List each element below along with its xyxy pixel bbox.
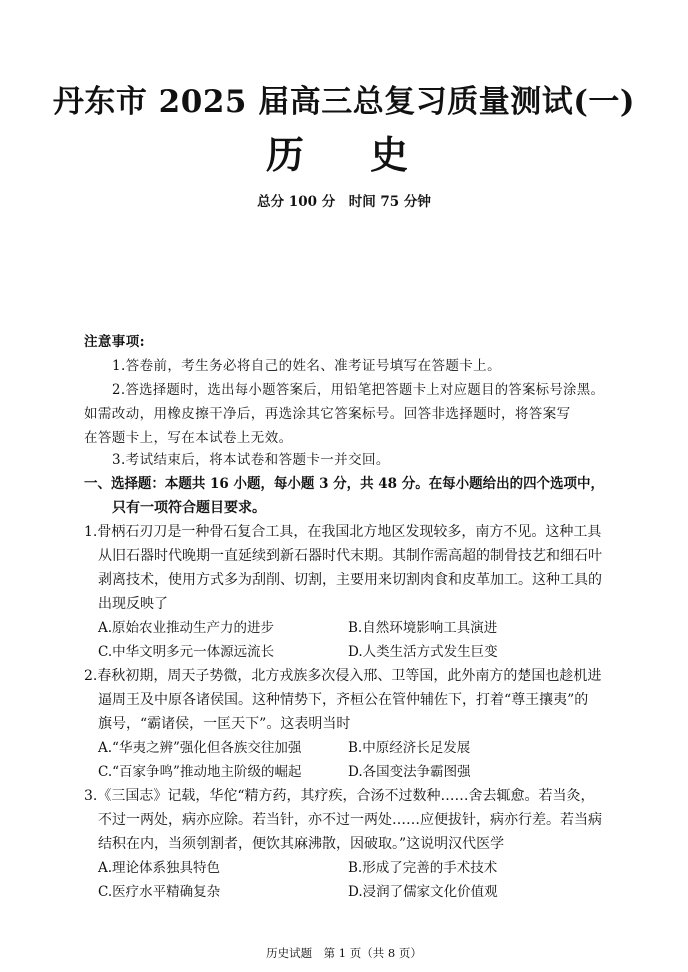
- notes-item: 2.答选择题时，选出每小题答案后，用铅笔把答题卡上对应题目的答案标号涂黑。: [112, 382, 605, 398]
- question-1-option-c: C.中华文明多元一体源远流长: [98, 644, 275, 660]
- notes-item: 在答题卡上，写在本试卷上无效。: [84, 430, 293, 446]
- question-1-text: 从旧石器时代晚期一直延续到新石器时代末期。其制作需高超的制骨技艺和细石叶: [98, 548, 602, 564]
- question-3-option-a: A.理论体系独具特色: [98, 860, 221, 876]
- exam-title: 丹东市 2025 届高三总复习质量测试(一): [52, 84, 636, 120]
- question-2-option-b: B.中原经济长足发展: [348, 740, 471, 756]
- question-1-option-b: B.自然环境影响工具演进: [348, 620, 498, 636]
- question-3-option-c: C.医疗水平精确复杂: [98, 884, 221, 900]
- section-heading-cont: 只有一项符合题目要求。: [112, 500, 266, 516]
- question-1-text: 出现反映了: [98, 596, 168, 612]
- score-time-line: 总分 100 分 时间 75 分钟: [257, 194, 431, 210]
- question-3-text: 结积在内，当须刳割者，便饮其麻沸散，因破取。”这说明汉代医学: [98, 836, 505, 852]
- notes-item: 如需改动，用橡皮擦干净后，再选涂其它答案标号。回答非选择题时，将答案写: [84, 406, 571, 422]
- notes-item: 3.考试结束后，将本试卷和答题卡一并交回。: [112, 452, 390, 468]
- question-1-text: 剥离技术，使用方式多为刮削、切割，主要用来切割肉食和皮革加工。这种工具的: [98, 572, 602, 588]
- question-3-text: 不过一两处，病亦应除。若当针，亦不过一两处……应便拔针，病亦行差。若当病: [98, 812, 602, 828]
- question-1-text: 1.骨柄石刃刀是一种骨石复合工具，在我国北方地区发现较多，南方不见。这种工具: [84, 524, 602, 540]
- notes-item: 1.答卷前，考生务必将自己的姓名、准考证号填写在答题卡上。: [112, 358, 501, 374]
- question-2-option-d: D.各国变法争霸图强: [348, 764, 471, 780]
- question-3-text: 3.《三国志》记载，华佗“精方药，其疗疾，合汤不过数种……舍去辄愈。若当灸，: [84, 788, 595, 804]
- notes-heading: 注意事项:: [84, 334, 145, 350]
- question-3-option-b: B.形成了完善的手术技术: [348, 860, 498, 876]
- section-heading: 一、选择题：本题共 16 小题，每小题 3 分，共 48 分。在每小题给出的四个选项中，: [84, 476, 604, 492]
- question-2-text: 2.春秋初期，周天子势微，北方戎族多次侵入邢、卫等国，此外南方的楚国也趁机进: [84, 668, 602, 684]
- page-footer: 历史试题 第 1 页（共 8 页）: [266, 946, 422, 960]
- question-2-option-a: A.“华夷之辨”强化但各族交往加强: [98, 740, 302, 756]
- question-1-option-d: D.人类生活方式发生巨变: [348, 644, 498, 660]
- question-1-option-a: A.原始农业推动生产力的进步: [98, 620, 275, 636]
- subject-title: 历 史: [265, 132, 422, 177]
- question-2-text: 逼周王及中原各诸侯国。这种情势下，齐桓公在管仲辅佐下，打着“尊王攘夷”的: [98, 692, 589, 708]
- question-2-option-c: C.“百家争鸣”推动地主阶级的崛起: [98, 764, 302, 780]
- question-2-text: 旗号，“霸诸侯，一匡天下”。这表明当时: [98, 716, 351, 732]
- question-3-option-d: D.浸润了儒家文化价值观: [348, 884, 498, 900]
